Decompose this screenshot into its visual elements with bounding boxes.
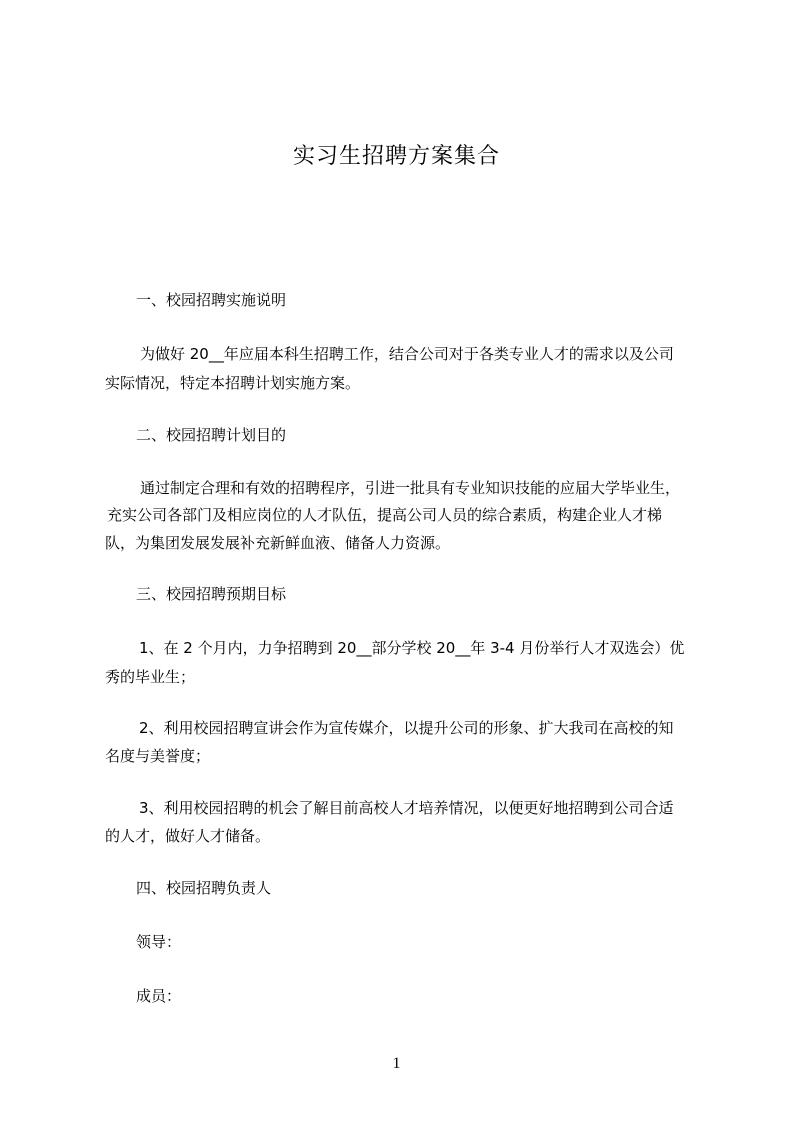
section-2-paragraph-line-1: 通过制定合理和有效的招聘程序，引进一批具有专业知识技能的应届大学毕业生，	[140, 479, 681, 497]
section-3-item-2-line-2: 名度与美誉度；	[105, 747, 211, 765]
section-3-item-3-line-2: 的人才，做好人才储备。	[105, 827, 271, 845]
section-2-paragraph-line-3: 队，为集团发展发展补充新鲜血液、储备人力资源。	[105, 534, 451, 552]
section-2-paragraph-line-2: 充实公司各部门及相应岗位的人才队伍，提高公司人员的综合素质，构建企业人才梯	[107, 506, 663, 524]
section-3-item-1-line-2: 秀的毕业生；	[105, 668, 196, 686]
section-1-paragraph-line-2: 实际情况，特定本招聘计划实施方案。	[105, 374, 361, 392]
section-2-heading: 二、校园招聘计划目的	[136, 426, 287, 444]
leader-label: 领导：	[136, 933, 182, 951]
section-3-heading: 三、校园招聘预期目标	[136, 585, 287, 603]
members-label: 成员：	[136, 987, 182, 1005]
section-3-item-2-line-1: 2、利用校园招聘宣讲会作为宣传媒介，以提升公司的形象、扩大我司在高校的知	[139, 719, 674, 737]
section-1-heading: 一、校园招聘实施说明	[136, 291, 287, 309]
document-title: 实习生招聘方案集合	[292, 144, 500, 169]
page-number: 1	[392, 1055, 401, 1072]
section-3-item-3-line-1: 3、利用校园招聘的机会了解目前高校人才培养情况，以便更好地招聘到公司合适	[139, 799, 674, 817]
section-4-heading: 四、校园招聘负责人	[136, 879, 272, 897]
section-3-item-1-line-1: 1、在 2 个月内，力争招聘到 20__部分学校 20__年 3-4 月份举行人才双选会）优	[139, 639, 685, 657]
section-1-paragraph-line-1: 为做好 20__年应届本科生招聘工作，结合公司对于各类专业人才的需求以及公司	[140, 345, 674, 363]
